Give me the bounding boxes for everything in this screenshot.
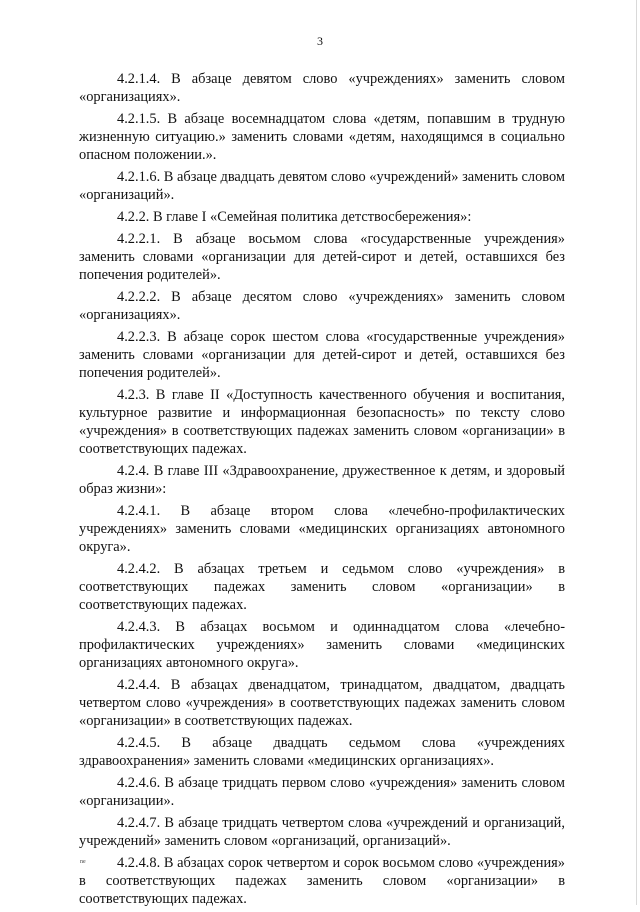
paragraph-4-2-4-2: 4.2.4.2. В абзацах третьем и седьмом слово «учреждения» в соответствующих падежах заменить словом «организации» в соответствующих падежах. [79, 561, 565, 613]
document-body [79, 70, 565, 912]
page-edge [636, 0, 637, 905]
paragraph-4-2-4-5: 4.2.4.5. В абзаце двадцать седьмом слова «учреждениях здравоохранения» заменить словами «медицинских организациях». [79, 735, 565, 769]
footer-mark: ne [80, 859, 86, 865]
paragraph-4-2-2-1: 4.2.2.1. В абзаце восьмом слова «государственные учреждения» заменить словами «организации для детей-сирот и детей, оставшихся без попечения родителей». [79, 231, 565, 283]
paragraph-4-2-2-2: 4.2.2.2. В абзаце десятом слово «учреждениях» заменить словом «организациях». [79, 289, 565, 323]
paragraph-4-2-4-8: 4.2.4.8. В абзацах сорок четвертом и сорок восьмом слово «учреждения» в соответствующих падежах заменить словом «организации» в соответствующих падежах. [79, 855, 565, 907]
paragraph-4-2-4-4: 4.2.4.4. В абзацах двенадцатом, тринадцатом, двадцатом, двадцать четвертом слово «учреждения» в соответствующих падежах заменить словом «организации» в соответствующих падежах. [79, 677, 565, 729]
paragraph-4-2-2: 4.2.2. В главе I «Семейная политика детствосбережения»: [117, 209, 472, 225]
paragraph-4-2-4-6: 4.2.4.6. В абзаце тридцать первом слово «учреждения» заменить словом «организации». [79, 775, 565, 809]
paragraph-4-2-4-3: 4.2.4.3. В абзацах восьмом и одиннадцатом слова «лечебно-профилактических учреждениях» заменить словами «медицинских организациях автономного округа». [79, 619, 565, 671]
page-number: 3 [317, 34, 323, 48]
paragraph-4-2-4-1: 4.2.4.1. В абзаце втором слова «лечебно-профилактических учреждениях» заменить словами «медицинских организациях автономного округа». [79, 503, 565, 555]
paragraph-4-2-2-3: 4.2.2.3. В абзаце сорок шестом слова «государственные учреждения» заменить словами «организации для детей-сирот и детей, оставшихся без попечения родителей». [79, 329, 565, 381]
paragraph-4-2-1-5: 4.2.1.5. В абзаце восемнадцатом слова «детям, попавшим в трудную жизненную ситуацию.» заменить словами «детям, находящимся в социально опасном положении.». [79, 111, 565, 163]
paragraph-4-2-4-7: 4.2.4.7. В абзаце тридцать четвертом слова «учреждений и организаций, учреждений» заменить словом «организаций, организаций». [79, 815, 565, 849]
paragraph-4-2-1-4: 4.2.1.4. В абзаце девятом слово «учреждениях» заменить словом «организациях». [79, 71, 565, 105]
paragraph-4-2-1-6: 4.2.1.6. В абзаце двадцать девятом слово «учреждений» заменить словом «организаций». [79, 169, 565, 203]
paragraph-4-2-3: 4.2.3. В главе II «Доступность качественного обучения и воспитания, культурное развитие и информационная безопасность» по тексту слово «учреждения» в соответствующих падежах заменить словом «организации» в соответствующих падежах. [79, 387, 565, 457]
paragraph-4-2-4: 4.2.4. В главе III «Здравоохранение, дружественное к детям, и здоровый образ жизни»: [79, 463, 565, 497]
